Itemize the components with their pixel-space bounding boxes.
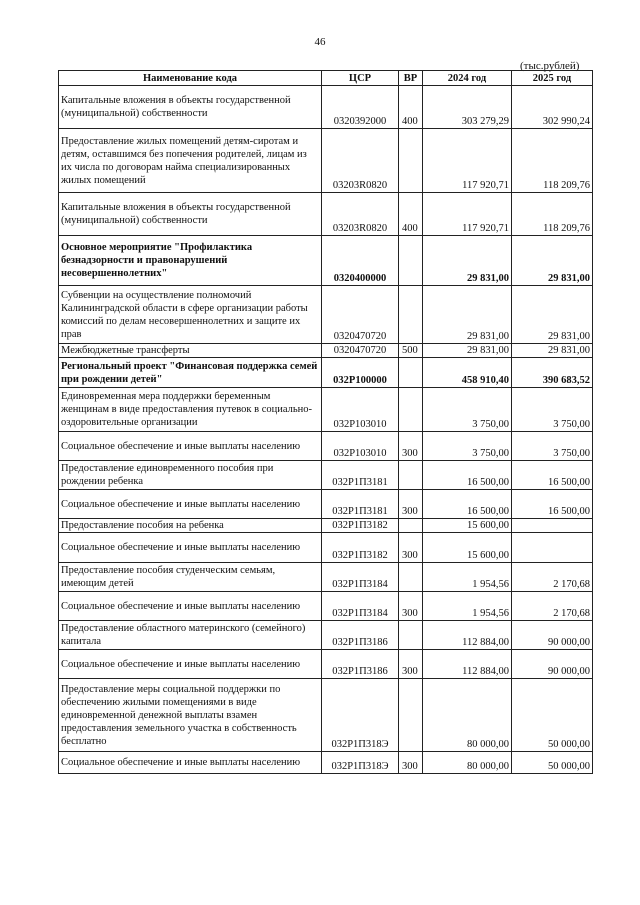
row-name-cell: Региональный проект "Финансовая поддержка семей при рождении детей" [59,358,322,388]
row-2025-cell: 118 209,76 [512,129,593,193]
table-row [59,752,593,774]
row-2025-cell: 16 500,00 [512,461,593,490]
row-csr-cell: 032P1П3182 [322,533,399,563]
row-name-cell: Социальное обеспечение и иные выплаты населению [59,650,322,679]
header-2024: 2024 год [423,71,512,86]
row-vr-cell [399,286,423,344]
row-csr-cell: 03203R0820 [322,129,399,193]
row-2025-cell: 50 000,00 [512,679,593,752]
row-2025-cell: 302 990,24 [512,86,593,129]
row-csr-cell: 032P1П3184 [322,592,399,621]
row-vr-cell [399,621,423,650]
row-name-cell: Предоставление пособия студенческим семьям, имеющим детей [59,563,322,592]
row-2025-cell: 3 750,00 [512,432,593,461]
row-2025-cell: 3 750,00 [512,388,593,432]
row-vr-cell [399,563,423,592]
row-2025-cell: 29 831,00 [512,286,593,344]
row-vr-cell [399,679,423,752]
row-2024-cell: 1 954,56 [423,563,512,592]
row-vr-cell [399,388,423,432]
row-name-cell: Предоставление меры социальной поддержки по обеспечению жилыми помещениями в виде единовременной денежной выплаты взамен предоставления земельного участка в собственность бесплатно [59,679,322,752]
row-2024-cell: 16 500,00 [423,461,512,490]
row-2024-cell: 80 000,00 [423,752,512,774]
row-csr-cell: 032P1П3186 [322,621,399,650]
table-row [59,236,593,286]
row-csr-cell: 0320470720 [322,344,399,358]
page-number: 46 [314,36,326,48]
table-row [59,621,593,650]
row-vr-cell: 300 [399,752,423,774]
row-vr-cell [399,519,423,533]
row-csr-cell: 032P1П3184 [322,563,399,592]
row-2024-cell: 15 600,00 [423,519,512,533]
row-vr-cell: 400 [399,86,423,129]
row-name-cell: Капитальные вложения в объекты государственной (муниципальной) собственности [59,86,322,129]
row-vr-cell: 300 [399,533,423,563]
header-csr: ЦСР [322,71,399,86]
row-vr-cell: 300 [399,432,423,461]
row-2024-cell: 303 279,29 [423,86,512,129]
row-vr-cell [399,236,423,286]
row-2025-cell [512,519,593,533]
row-name-cell: Субвенции на осуществление полномочий Калининградской области в сфере организации работы комиссий по делам несовершеннолетних и защите их прав [59,286,322,344]
row-2024-cell: 29 831,00 [423,286,512,344]
row-vr-cell: 300 [399,592,423,621]
table-row [59,461,593,490]
row-name-cell: Предоставление жилых помещений детям-сиротам и детям, оставшимся без попечения родителей, лицам из их числа по договорам найма специализированных жилых помещений [59,129,322,193]
table-row [59,358,593,388]
row-vr-cell [399,358,423,388]
row-2024-cell: 112 884,00 [423,650,512,679]
row-csr-cell: 032P103010 [322,432,399,461]
row-name-cell: Социальное обеспечение и иные выплаты населению [59,490,322,519]
row-name-cell: Предоставление единовременного пособия при рождении ребенка [59,461,322,490]
row-vr-cell [399,461,423,490]
budget-table [58,70,593,774]
row-2024-cell: 80 000,00 [423,679,512,752]
row-2025-cell: 118 209,76 [512,193,593,236]
row-vr-cell: 400 [399,193,423,236]
row-vr-cell: 300 [399,650,423,679]
table-row [59,679,593,752]
row-csr-cell: 032P1П318Э [322,679,399,752]
row-name-cell: Капитальные вложения в объекты государственной (муниципальной) собственности [59,193,322,236]
row-2025-cell: 390 683,52 [512,358,593,388]
table-row [59,519,593,533]
row-csr-cell: 032P1П3186 [322,650,399,679]
row-name-cell: Единовременная мера поддержки беременным женщинам в виде предоставления путевок в социально-оздоровительные организации [59,388,322,432]
row-name-cell: Предоставление областного материнского (семейного) капитала [59,621,322,650]
row-vr-cell: 500 [399,344,423,358]
row-2024-cell: 112 884,00 [423,621,512,650]
table-row [59,490,593,519]
row-2024-cell: 3 750,00 [423,388,512,432]
row-csr-cell: 0320392000 [322,86,399,129]
row-csr-cell: 032P1П3181 [322,461,399,490]
row-2025-cell: 90 000,00 [512,650,593,679]
row-2025-cell: 50 000,00 [512,752,593,774]
row-2025-cell: 29 831,00 [512,236,593,286]
row-2025-cell: 2 170,68 [512,563,593,592]
table-row [59,388,593,432]
row-2025-cell [512,533,593,563]
row-csr-cell: 032P1П3182 [322,519,399,533]
row-2024-cell: 29 831,00 [423,236,512,286]
table-row [59,563,593,592]
row-2024-cell: 458 910,40 [423,358,512,388]
row-csr-cell: 0320400000 [322,236,399,286]
header-vr: ВР [399,71,423,86]
table-row [59,592,593,621]
row-2025-cell: 90 000,00 [512,621,593,650]
table-body [59,86,593,774]
row-name-cell: Предоставление пособия на ребенка [59,519,322,533]
header-2025: 2025 год [512,71,593,86]
row-csr-cell: 0320470720 [322,286,399,344]
table-row [59,129,593,193]
table-row [59,650,593,679]
table-row [59,432,593,461]
row-2024-cell: 29 831,00 [423,344,512,358]
row-csr-cell: 032P103010 [322,388,399,432]
row-csr-cell: 032P1П3181 [322,490,399,519]
row-csr-cell: 032P1П318Э [322,752,399,774]
row-name-cell: Основное мероприятие "Профилактика безнадзорности и правонарушений несовершеннолетних" [59,236,322,286]
table-row [59,533,593,563]
header-name: Наименование кода [59,71,322,86]
row-2024-cell: 15 600,00 [423,533,512,563]
row-2024-cell: 16 500,00 [423,490,512,519]
row-name-cell: Социальное обеспечение и иные выплаты населению [59,752,322,774]
row-vr-cell [399,129,423,193]
row-name-cell: Социальное обеспечение и иные выплаты населению [59,592,322,621]
row-name-cell: Социальное обеспечение и иные выплаты населению [59,533,322,563]
header-row [59,71,593,86]
row-2025-cell: 29 831,00 [512,344,593,358]
row-name-cell: Социальное обеспечение и иные выплаты населению [59,432,322,461]
table-row [59,286,593,344]
table-row [59,344,593,358]
row-vr-cell: 300 [399,490,423,519]
table-row [59,193,593,236]
row-csr-cell: 03203R0820 [322,193,399,236]
row-2024-cell: 117 920,71 [423,129,512,193]
row-csr-cell: 032P100000 [322,358,399,388]
row-2024-cell: 3 750,00 [423,432,512,461]
row-name-cell: Межбюджетные трансферты [59,344,322,358]
row-2024-cell: 1 954,56 [423,592,512,621]
row-2024-cell: 117 920,71 [423,193,512,236]
units-label: (тыс.рублей) [520,60,580,72]
row-2025-cell: 2 170,68 [512,592,593,621]
table-row [59,86,593,129]
row-2025-cell: 16 500,00 [512,490,593,519]
